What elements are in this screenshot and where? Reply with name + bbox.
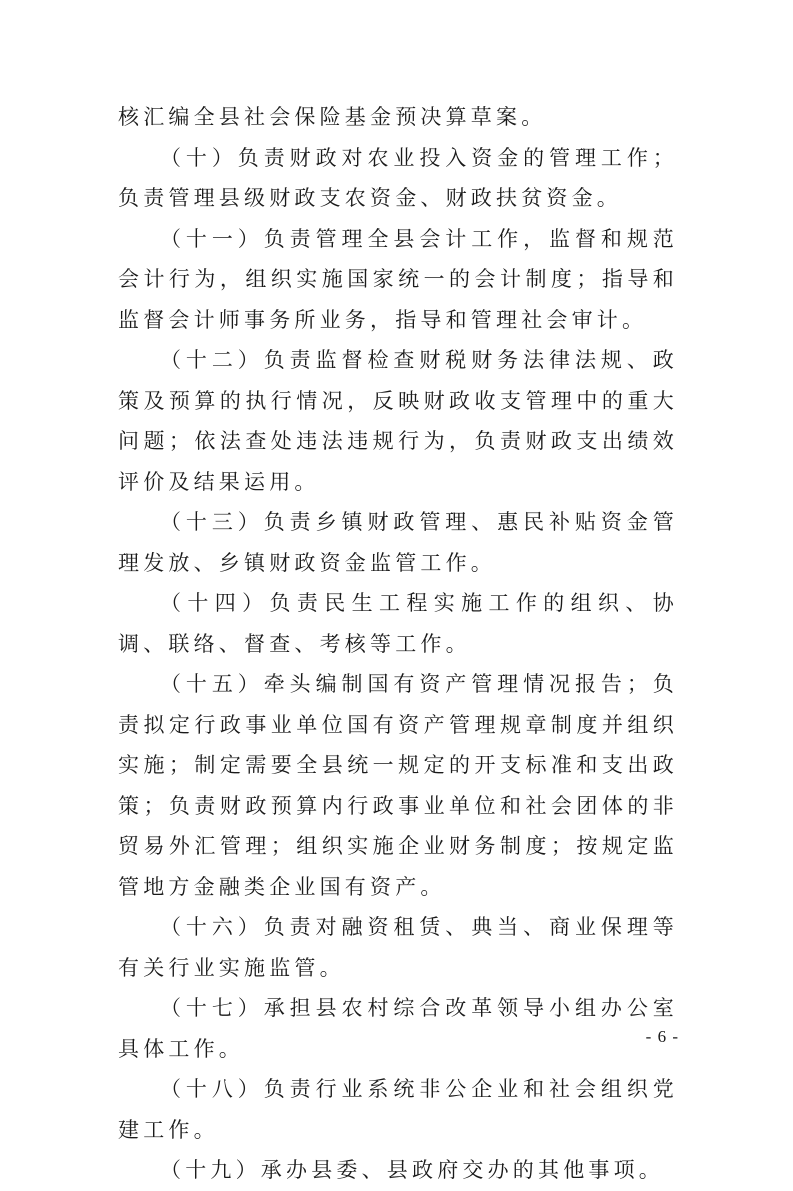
paragraph-item-10: （十）负责财政对农业投入资金的管理工作；负责管理县级财政支农资金、财政扶贫资金。	[118, 145, 678, 210]
paragraph-item-19: （十九）承办县委、县政府交办的其他事项。	[160, 1158, 664, 1182]
paragraph-item-15: （十五）牵头编制国有资产管理情况报告；负责拟定行政事业单位国有资产管理规章制度并组织实施；制定需要全县统一规定的开支标准和支出政策；负责财政预算内行政事业单位和社会团体的非贸易外汇管理；组织实施企业财务制度；按规定监管地方金融类企业国有资产。	[118, 672, 678, 899]
paragraph-item-16: （十六）负责对融资租赁、典当、商业保理等有关行业实施监管。	[118, 915, 678, 980]
document-body	[118, 97, 678, 1191]
paragraph-item-14: （十四）负责民生工程实施工作的组织、协调、联络、督查、考核等工作。	[118, 591, 678, 656]
paragraph-item-17: （十七）承担县农村综合改革领导小组办公室具体工作。	[118, 996, 678, 1061]
paragraph-item-11: （十一）负责管理全县会计工作，监督和规范会计行为，组织实施国家统一的会计制度；指导和监督会计师事务所业务，指导和管理社会审计。	[118, 226, 678, 332]
paragraph-item-18: （十八）负责行业系统非公企业和社会组织党建工作。	[118, 1077, 678, 1142]
page-number: - 6 -	[645, 1027, 679, 1046]
paragraph-continuation: 核汇编全县社会保险基金预决算草案。	[118, 105, 547, 129]
paragraph-item-13: （十三）负责乡镇财政管理、惠民补贴资金管理发放、乡镇财政资金监管工作。	[118, 510, 678, 575]
paragraph-item-12: （十二）负责监督检查财税财务法律法规、政策及预算的执行情况，反映财政收支管理中的重大问题；依法查处违法违规行为，负责财政支出绩效评价及结果运用。	[118, 348, 678, 494]
